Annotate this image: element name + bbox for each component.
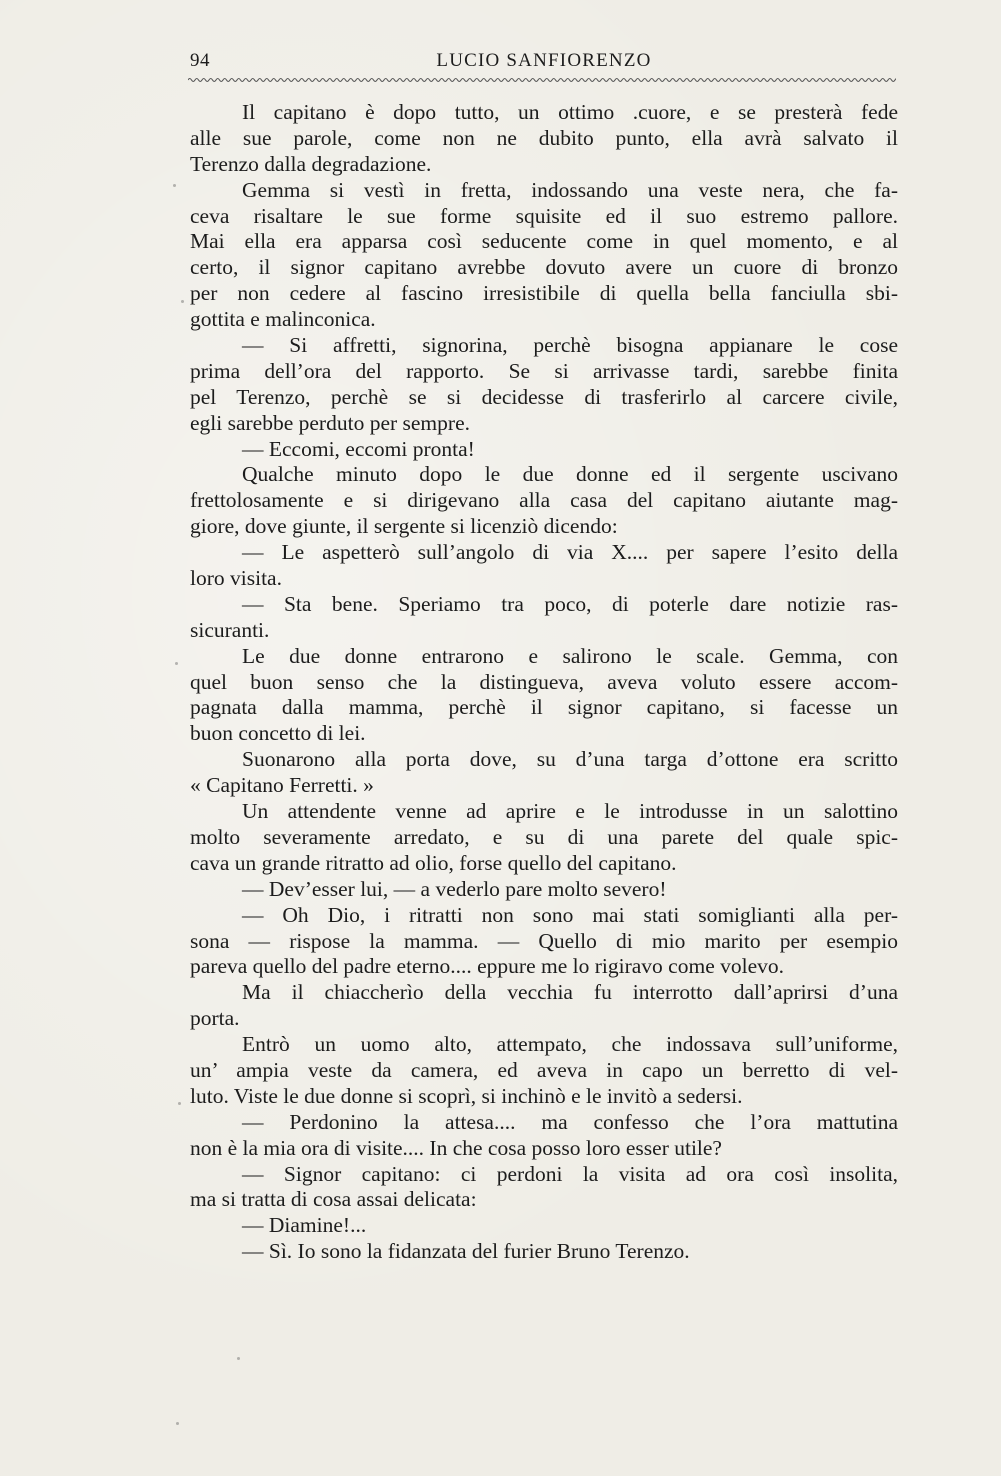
running-title: LUCIO SANFIORENZO [436, 50, 652, 71]
text-line: ma si tratta di cosa assai delicata: [190, 1187, 477, 1212]
text-line: ceva risaltare le sue forme squisite ed il suo estremo pallore. [190, 203, 898, 228]
text-line: sona — rispose la mamma. — Quello di mio marito per esempio [190, 928, 898, 953]
text-line: — Sta bene. Speriamo tra poco, di poterle dare notizie ras- [242, 591, 898, 616]
header-wavy-rule [188, 76, 896, 84]
scan-speck [181, 300, 184, 303]
text-line: — Diamine!... [242, 1213, 367, 1238]
text-line: — Signor capitano: ci perdoni la visita ad ora così insolita, [242, 1161, 898, 1186]
text-line: sicuranti. [190, 617, 270, 642]
text-line: Il capitano è dopo tutto, un ottimo .cuore, e se presterà fede [242, 100, 898, 124]
text-line: certo, il signor capitano avrebbe dovuto avere un cuore di bronzo [190, 255, 898, 280]
text-line: non è la mia ora di visite.... In che cosa posso loro esser utile? [190, 1135, 722, 1160]
text-line: frettolosamente e si dirigevano alla casa del capitano aiutante mag- [190, 488, 898, 513]
text-line: Ma il chiaccherìo della vecchia fu interrotto dall’aprirsi d’una [242, 980, 898, 1005]
text-line: cava un grande ritratto ad olio, forse quello del capitano. [190, 850, 677, 875]
text-line: pel Terenzo, perchè se si decidesse di trasferirlo al carcere civile, [190, 384, 898, 409]
text-line: giore, dove giunte, il sergente si licenziò dicendo: [190, 514, 618, 539]
wavy-rule-path [188, 79, 896, 82]
text-line: — Perdonino la attesa.... ma confesso che l’ora mattutina [242, 1109, 898, 1134]
text-line: — Le aspetterò sull’angolo di via X.... per sapere l’esito della [242, 540, 898, 565]
text-line: un’ ampia veste da camera, ed aveva in capo un berretto di vel- [190, 1057, 898, 1082]
text-line: quel buon senso che la distingueva, aveva voluto essere accom- [190, 669, 898, 694]
text-line: molto severamente arredato, e su di una parete del quale spic- [190, 824, 898, 849]
text-line: — Sì. Io sono la fidanzata del furier Bruno Terenzo. [242, 1239, 690, 1264]
scan-speck [173, 184, 176, 187]
text-line: — Oh Dio, i ritratti non sono mai stati somiglianti alla per- [242, 902, 898, 927]
text-line: Entrò un uomo alto, attempato, che indossava sull’uniforme, [242, 1032, 898, 1057]
page-number: 94 [190, 50, 210, 71]
text-line: gottita e malinconica. [190, 307, 376, 332]
text-line: — Eccomi, eccomi pronta! [242, 436, 475, 461]
text-line: — Si affretti, signorina, perchè bisogna appianare le cose [242, 333, 898, 358]
text-line: « Capitano Ferretti. » [190, 773, 374, 798]
text-line: Suonarono alla porta dove, su d’una targa d’ottone era scritto [242, 747, 898, 772]
text-line: porta. [190, 1006, 240, 1031]
text-line: prima dell’ora del rapporto. Se si arrivasse tardi, sarebbe finita [190, 358, 898, 383]
text-line: buon concetto di lei. [190, 721, 366, 746]
scan-speck [176, 1422, 179, 1425]
scan-speck [237, 1357, 240, 1360]
scan-speck [178, 1102, 181, 1105]
page-text [190, 100, 898, 1265]
text-line: Un attendente venne ad aprire e le introdusse in un salottino [242, 799, 898, 824]
text-line: loro visita. [190, 566, 282, 591]
text-line: per non cedere al fascino irresistibile di quella bella fanciulla sbi- [190, 281, 898, 306]
text-line: luto. Viste le due donne si scoprì, si inchinò e le invitò a sedersi. [190, 1083, 743, 1108]
text-line: pareva quello del padre eterno.... eppure me lo rigiravo come volevo. [190, 954, 785, 979]
text-line: alle sue parole, come non ne dubito punto, ella avrà salvato il [190, 125, 898, 150]
text-line: Mai ella era apparsa così seducente come in quel momento, e al [190, 229, 898, 254]
text-line: pagnata dalla mamma, perchè il signor capitano, si facesse un [190, 695, 898, 720]
scan-speck [175, 662, 178, 665]
text-line: Le due donne entrarono e salirono le scale. Gemma, con [242, 643, 898, 668]
text-line: Qualche minuto dopo le due donne ed il sergente uscivano [242, 462, 898, 487]
text-line: Gemma si vestì in fretta, indossando una veste nera, che fa- [242, 177, 898, 202]
text-line: Terenzo dalla degradazione. [190, 151, 432, 176]
text-line: egli sarebbe perduto per sempre. [190, 410, 470, 435]
text-line: — Dev’esser lui, — a vederlo pare molto severo! [242, 876, 667, 901]
